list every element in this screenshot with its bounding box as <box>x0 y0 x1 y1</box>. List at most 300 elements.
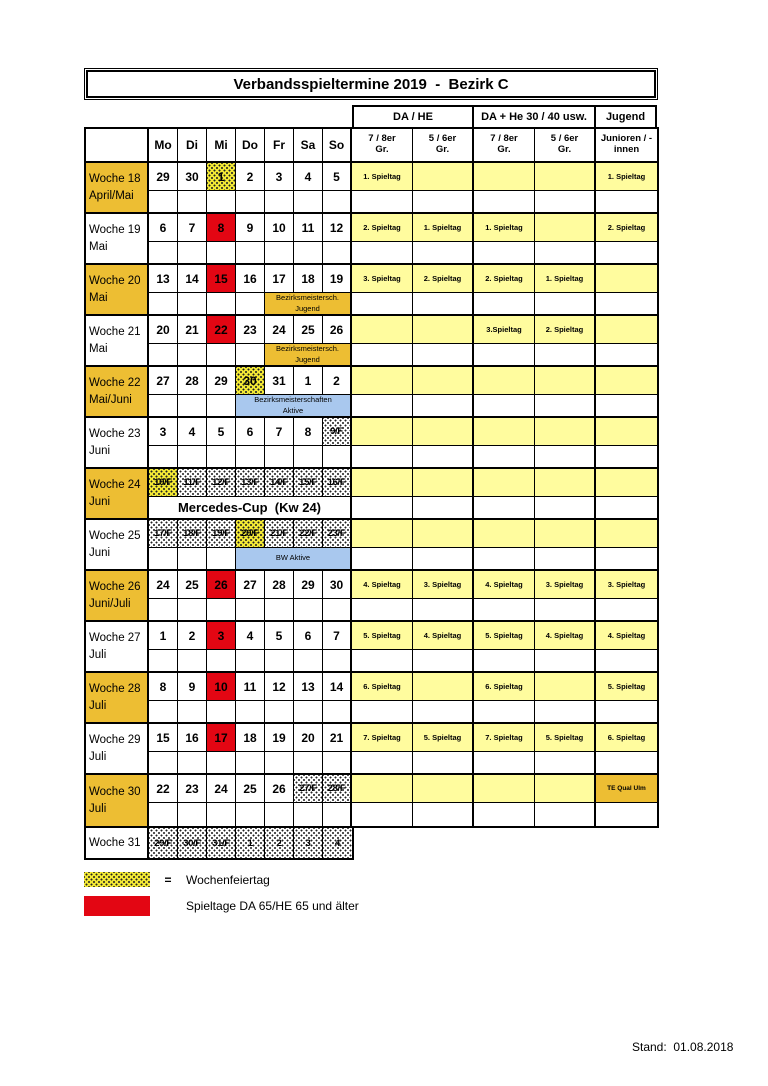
date-cell: 7 <box>178 214 207 242</box>
legend-row-holiday <box>84 872 359 887</box>
date-cell: 9 <box>178 673 207 701</box>
empty-day-cell <box>236 599 265 622</box>
empty-result-cell <box>352 803 413 826</box>
empty-day-cell <box>294 599 323 622</box>
spieltag-cell: 2. Spieltag <box>474 265 535 293</box>
empty-result-cell <box>413 803 474 826</box>
spieltag-cell-empty <box>596 367 657 395</box>
empty-result-cell <box>535 191 596 214</box>
result-header-line: 5 / 6er <box>428 133 457 145</box>
week-month: Mai <box>89 291 108 304</box>
date-cell: 28 <box>178 367 207 395</box>
spieltag-cell-empty <box>474 469 535 497</box>
week-name: Woche 20 <box>89 274 141 287</box>
date-cell: 25 <box>236 775 265 803</box>
empty-day-cell <box>265 599 294 622</box>
empty-day-cell <box>294 701 323 724</box>
empty-day-cell <box>323 650 352 673</box>
empty-day-cell <box>149 752 178 775</box>
week-label <box>86 163 149 214</box>
empty-result-cell <box>352 446 413 469</box>
empty-result-cell <box>474 293 535 316</box>
date-cell: 31 <box>265 367 294 395</box>
empty-result-cell <box>474 548 535 571</box>
empty-result-cell <box>474 191 535 214</box>
date-cell: 16/F <box>323 469 352 497</box>
spieltag-cell: 4. Spieltag <box>596 622 657 650</box>
empty-day-cell <box>178 191 207 214</box>
spieltag-cell-empty <box>474 367 535 395</box>
date-cell: 12/F <box>207 469 236 497</box>
empty-day-cell <box>149 344 178 367</box>
date-cell: 21 <box>323 724 352 752</box>
empty-result-cell <box>535 446 596 469</box>
date-cell: 30 <box>236 367 265 395</box>
event-line: Aktive <box>282 405 304 415</box>
week-month: Juni <box>89 546 111 559</box>
calendar-tail-row <box>84 826 354 860</box>
date-cell: 7 <box>323 622 352 650</box>
spieltag-cell: 2. Spieltag <box>596 214 657 242</box>
empty-day-cell <box>207 803 236 826</box>
spieltag-cell: 2. Spieltag <box>413 265 474 293</box>
empty-result-cell <box>413 497 474 520</box>
empty-result-cell <box>596 446 657 469</box>
spieltag-cell-empty <box>535 520 596 548</box>
spieltag-cell: 4. Spieltag <box>352 571 413 599</box>
empty-result-cell <box>535 548 596 571</box>
date-cell: 5 <box>265 622 294 650</box>
empty-result-cell <box>474 395 535 418</box>
spieltag-cell: 7. Spieltag <box>352 724 413 752</box>
date-cell: 17 <box>265 265 294 293</box>
week-name: Woche 29 <box>89 733 141 746</box>
empty-result-cell <box>413 548 474 571</box>
legend <box>84 872 359 925</box>
date-cell: 4 <box>236 622 265 650</box>
spieltag-cell-empty <box>535 163 596 191</box>
week-month: Juni <box>89 495 111 508</box>
empty-result-cell <box>413 293 474 316</box>
group-header-da-he: DA / HE <box>352 105 474 127</box>
date-cell: 27 <box>149 367 178 395</box>
date-cell: 21 <box>178 316 207 344</box>
spieltag-cell: 1. Spieltag <box>352 163 413 191</box>
empty-result-cell <box>352 497 413 520</box>
empty-day-cell <box>265 752 294 775</box>
empty-result-cell <box>352 293 413 316</box>
date-cell: 25 <box>178 571 207 599</box>
empty-result-cell <box>413 650 474 673</box>
empty-result-cell <box>352 242 413 265</box>
spieltag-cell: 2. Spieltag <box>352 214 413 242</box>
empty-day-cell <box>178 803 207 826</box>
week-name: Woche 26 <box>89 580 141 593</box>
date-cell: 18 <box>236 724 265 752</box>
empty-day-cell <box>236 191 265 214</box>
empty-day-cell <box>207 650 236 673</box>
spieltag-cell-empty <box>413 367 474 395</box>
holiday-swatch <box>84 872 150 887</box>
empty-day-cell <box>265 701 294 724</box>
spieltag-cell: 5. Spieltag <box>352 622 413 650</box>
date-cell: 27/F <box>294 775 323 803</box>
date-cell: 20/F <box>236 520 265 548</box>
result-header-line: 5 / 6er <box>550 133 579 145</box>
result-header <box>596 129 657 163</box>
empty-day-cell <box>236 242 265 265</box>
empty-day-cell <box>323 191 352 214</box>
legend-label-holiday: Wochenfeiertag <box>186 872 270 887</box>
spieltag-cell: 1. Spieltag <box>474 214 535 242</box>
result-header-line: Gr. <box>375 144 389 155</box>
event-cell <box>265 344 352 367</box>
result-header-line: Junioren / - <box>600 133 653 145</box>
empty-day-cell <box>265 191 294 214</box>
date-cell: 21/F <box>265 520 294 548</box>
empty-day-cell <box>265 242 294 265</box>
empty-day-cell <box>178 548 207 571</box>
date-cell: 11 <box>294 214 323 242</box>
date-cell: 3 <box>149 418 178 446</box>
day-header-fr: Fr <box>265 129 294 163</box>
date-cell: 26 <box>323 316 352 344</box>
spieltag-cell-empty <box>352 316 413 344</box>
week-label <box>86 469 149 520</box>
empty-result-cell <box>596 548 657 571</box>
empty-day-cell <box>207 293 236 316</box>
date-cell: 8 <box>149 673 178 701</box>
empty-day-cell <box>236 701 265 724</box>
day-header-do: Do <box>236 129 265 163</box>
date-cell: 13 <box>294 673 323 701</box>
date-cell: 25 <box>294 316 323 344</box>
date-cell: 14/F <box>265 469 294 497</box>
empty-result-cell <box>474 650 535 673</box>
empty-result-cell <box>352 701 413 724</box>
empty-result-cell <box>352 548 413 571</box>
date-cell: 6 <box>149 214 178 242</box>
date-cell: 23/F <box>323 520 352 548</box>
date-cell: 28 <box>265 571 294 599</box>
empty-day-cell <box>178 395 207 418</box>
empty-day-cell <box>178 242 207 265</box>
date-cell: 2 <box>236 163 265 191</box>
spieltag-cell-empty <box>352 775 413 803</box>
empty-result-cell <box>596 191 657 214</box>
date-cell: 15 <box>207 265 236 293</box>
empty-result-cell <box>535 497 596 520</box>
date-cell: 2 <box>323 367 352 395</box>
week-name: Woche 18 <box>89 172 141 185</box>
page-title: Verbandsspieltermine 2019 - Bezirk C <box>86 70 656 98</box>
date-cell: 24 <box>265 316 294 344</box>
date-cell: 3 <box>294 828 323 858</box>
spieltag-cell: 3. Spieltag <box>352 265 413 293</box>
spieltag-cell: 6. Spieltag <box>474 673 535 701</box>
empty-result-cell <box>474 701 535 724</box>
week-month: Juli <box>89 648 107 661</box>
date-cell: 17/F <box>149 520 178 548</box>
spieltag-cell: TE Qual Ulm <box>596 775 657 803</box>
date-cell: 11 <box>236 673 265 701</box>
result-header-line: Gr. <box>557 144 572 155</box>
empty-result-cell <box>413 191 474 214</box>
spieltag-cell: 4. Spieltag <box>535 622 596 650</box>
spieltag-cell: 1. Spieltag <box>413 214 474 242</box>
week-name: Woche 25 <box>89 529 141 542</box>
spieltag-cell-empty <box>535 367 596 395</box>
empty-day-cell <box>207 242 236 265</box>
empty-day-cell <box>149 548 178 571</box>
stand-date: Stand: 01.08.2018 <box>632 1040 734 1054</box>
empty-result-cell <box>474 497 535 520</box>
spieltag-cell-empty <box>413 469 474 497</box>
spieltag-cell: 3. Spieltag <box>596 571 657 599</box>
date-cell: 3 <box>207 622 236 650</box>
date-cell: 19 <box>265 724 294 752</box>
empty-day-cell <box>265 803 294 826</box>
date-cell: 23 <box>236 316 265 344</box>
empty-day-cell <box>207 395 236 418</box>
result-header <box>474 129 535 163</box>
spieltag-cell-empty <box>535 775 596 803</box>
empty-result-cell <box>535 701 596 724</box>
date-cell: 1 <box>294 367 323 395</box>
title-box <box>84 68 658 100</box>
equals-sign: = <box>164 872 172 887</box>
empty-result-cell <box>413 599 474 622</box>
empty-day-cell <box>323 752 352 775</box>
spieltag-cell: 3. Spieltag <box>413 571 474 599</box>
date-cell: 28/F <box>323 775 352 803</box>
spieltag-cell-empty <box>596 418 657 446</box>
empty-result-cell <box>352 752 413 775</box>
week-label <box>86 265 149 316</box>
empty-result-cell <box>352 650 413 673</box>
date-cell: 1 <box>236 828 265 858</box>
spieltag-cell: 3.Spieltag <box>474 316 535 344</box>
spieltag-cell: 5. Spieltag <box>596 673 657 701</box>
date-cell: 30 <box>323 571 352 599</box>
empty-day-cell <box>149 650 178 673</box>
week-month: Juli <box>89 750 107 763</box>
date-cell: 12 <box>323 214 352 242</box>
empty-result-cell <box>535 293 596 316</box>
spieltag-cell-empty <box>535 214 596 242</box>
empty-day-cell <box>207 752 236 775</box>
spieltag-cell: 4. Spieltag <box>413 622 474 650</box>
empty-day-cell <box>323 242 352 265</box>
empty-day-cell <box>323 701 352 724</box>
empty-day-cell <box>294 752 323 775</box>
spieltag-cell-empty <box>474 163 535 191</box>
date-cell: 18/F <box>178 520 207 548</box>
empty-result-cell <box>413 395 474 418</box>
week-name: Woche 27 <box>89 631 141 644</box>
empty-day-cell <box>323 599 352 622</box>
date-cell: 13/F <box>236 469 265 497</box>
date-cell: 14 <box>323 673 352 701</box>
spieltag-cell: 5. Spieltag <box>474 622 535 650</box>
spieltag-cell-empty <box>413 316 474 344</box>
date-cell: 20 <box>294 724 323 752</box>
spieltag-cell-empty <box>352 418 413 446</box>
week-label <box>86 724 149 775</box>
empty-result-cell <box>535 395 596 418</box>
spieltag-cell: 5. Spieltag <box>413 724 474 752</box>
empty-result-cell <box>596 395 657 418</box>
date-cell: 31/F <box>207 828 236 858</box>
date-cell: 19 <box>323 265 352 293</box>
empty-result-cell <box>535 242 596 265</box>
event-line: Jugend <box>295 354 320 364</box>
week-name: Woche 21 <box>89 325 141 338</box>
empty-day-cell <box>178 599 207 622</box>
spieltag-cell-empty <box>596 316 657 344</box>
empty-day-cell <box>207 446 236 469</box>
empty-result-cell <box>413 242 474 265</box>
empty-day-cell <box>294 242 323 265</box>
legend-row-senior <box>84 896 359 916</box>
spieltag-cell: 4. Spieltag <box>474 571 535 599</box>
event-cell <box>236 548 352 571</box>
date-cell: 27 <box>236 571 265 599</box>
senior-red-swatch <box>84 896 150 916</box>
empty-result-cell <box>535 752 596 775</box>
date-cell: 18 <box>294 265 323 293</box>
date-cell: 24 <box>207 775 236 803</box>
spieltag-cell-empty <box>352 469 413 497</box>
empty-result-cell <box>535 650 596 673</box>
event-line: Mercedes-Cup (Kw 24) <box>177 499 322 515</box>
empty-day-cell <box>149 446 178 469</box>
date-cell: 6 <box>236 418 265 446</box>
event-line: Jugend <box>295 303 320 313</box>
date-cell: 2 <box>178 622 207 650</box>
week-name: Woche 19 <box>89 223 141 236</box>
event-line: BW Aktive <box>275 553 311 563</box>
date-cell: 4 <box>323 828 352 858</box>
date-cell: 3 <box>265 163 294 191</box>
date-cell: 5 <box>323 163 352 191</box>
empty-day-cell <box>149 242 178 265</box>
date-cell: 30 <box>178 163 207 191</box>
spieltag-cell: 1. Spieltag <box>596 163 657 191</box>
empty-result-cell <box>474 344 535 367</box>
event-cell <box>236 395 352 418</box>
week-month: Juli <box>89 802 107 815</box>
spieltag-cell: 1. Spieltag <box>535 265 596 293</box>
date-cell: 26 <box>207 571 236 599</box>
event-cell <box>265 293 352 316</box>
empty-day-cell <box>323 446 352 469</box>
week-month: Juni/Juli <box>89 597 131 610</box>
spieltag-cell: 3. Spieltag <box>535 571 596 599</box>
date-cell: 22/F <box>294 520 323 548</box>
empty-day-cell <box>149 599 178 622</box>
week-label <box>86 622 149 673</box>
day-header-sa: Sa <box>294 129 323 163</box>
empty-day-cell <box>178 752 207 775</box>
empty-day-cell <box>207 599 236 622</box>
empty-result-cell <box>596 701 657 724</box>
date-cell: 17 <box>207 724 236 752</box>
empty-day-cell <box>294 650 323 673</box>
date-cell: 29 <box>149 163 178 191</box>
empty-day-cell <box>207 548 236 571</box>
day-header-di: Di <box>178 129 207 163</box>
spieltag-cell-empty <box>596 520 657 548</box>
event-cell <box>149 497 352 520</box>
week-label <box>86 214 149 265</box>
event-line: Bezirksmeistersch. <box>276 344 339 354</box>
week-month: Mai/Juni <box>89 393 132 406</box>
day-header-mi: Mi <box>207 129 236 163</box>
spieltag-cell-empty <box>474 520 535 548</box>
spieltag-cell-empty <box>352 367 413 395</box>
week-label <box>86 520 149 571</box>
group-header-da-he-30-40: DA + He 30 / 40 usw. <box>474 105 596 127</box>
legend-label-senior: Spieltage DA 65/HE 65 und älter <box>186 899 359 913</box>
date-cell: 12 <box>265 673 294 701</box>
spieltag-cell-empty <box>413 775 474 803</box>
day-header-mo: Mo <box>149 129 178 163</box>
empty-day-cell <box>149 803 178 826</box>
date-cell: 7 <box>265 418 294 446</box>
week-name: Woche 24 <box>89 478 141 491</box>
week-month: Mai <box>89 342 108 355</box>
week-label <box>86 775 149 826</box>
empty-result-cell <box>413 701 474 724</box>
result-header-line: Gr. <box>435 144 450 155</box>
spieltag-cell-empty <box>413 418 474 446</box>
empty-result-cell <box>413 752 474 775</box>
spieltag-cell: 7. Spieltag <box>474 724 535 752</box>
date-cell: 24 <box>149 571 178 599</box>
date-cell: 16 <box>236 265 265 293</box>
result-header-line: Gr. <box>497 144 511 155</box>
week-name: Woche 31 <box>89 836 141 849</box>
date-cell: 4 <box>294 163 323 191</box>
spieltag-cell-empty <box>596 265 657 293</box>
date-cell: 22 <box>207 316 236 344</box>
empty-day-cell <box>236 650 265 673</box>
empty-result-cell <box>474 242 535 265</box>
result-header-line: 7 / 8er <box>368 133 396 145</box>
date-cell: 9 <box>236 214 265 242</box>
empty-day-cell <box>178 701 207 724</box>
week-name: Woche 28 <box>89 682 141 695</box>
empty-day-cell <box>178 650 207 673</box>
corner-cell <box>86 129 149 163</box>
week-name: Woche 30 <box>89 785 141 798</box>
empty-day-cell <box>236 446 265 469</box>
date-cell: 11/F <box>178 469 207 497</box>
empty-day-cell <box>207 191 236 214</box>
empty-result-cell <box>596 344 657 367</box>
spieltag-cell-empty <box>535 469 596 497</box>
empty-result-cell <box>474 599 535 622</box>
date-cell: 10 <box>207 673 236 701</box>
date-cell: 5 <box>207 418 236 446</box>
empty-day-cell <box>294 803 323 826</box>
empty-result-cell <box>474 752 535 775</box>
week-name: Woche 23 <box>89 427 141 440</box>
spieltag-cell: 6. Spieltag <box>596 724 657 752</box>
date-cell: 10 <box>265 214 294 242</box>
week-label <box>86 673 149 724</box>
